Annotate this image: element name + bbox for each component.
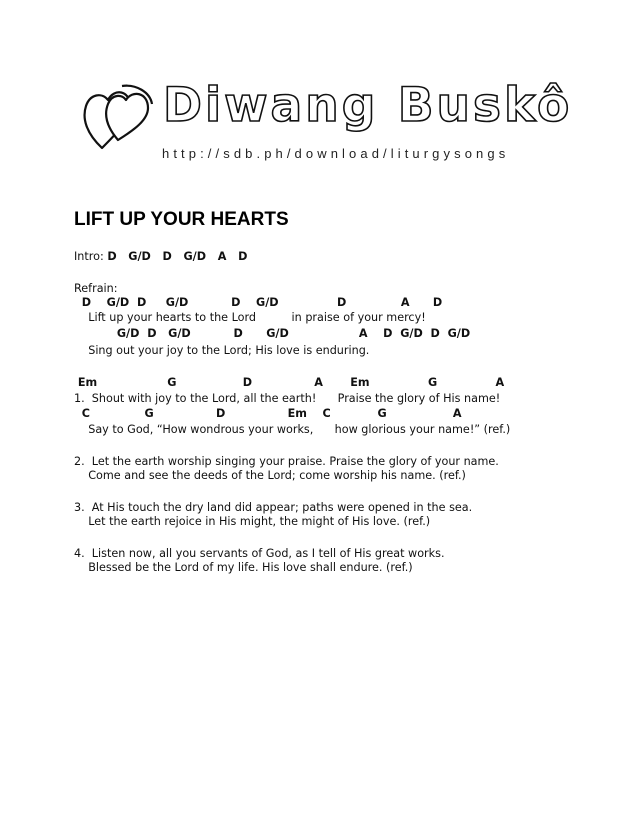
refrain-lyric-line: Lift up your hearts to the Lord in praise of your mercy! bbox=[74, 311, 426, 324]
source-url: http://sdb.ph/download/liturgysongs bbox=[162, 146, 510, 161]
intro-label: Intro: bbox=[74, 250, 104, 263]
verse-lyric-line: Come and see the deeds of the Lord; come worship his name. (ref.) bbox=[74, 469, 466, 482]
verse-lyric-line: Blessed be the Lord of my life. His love shall endure. (ref.) bbox=[74, 561, 413, 574]
refrain-lyric-line: Sing out your joy to the Lord; His love is enduring. bbox=[74, 344, 370, 357]
verse-lyric-line: 1. Shout with joy to the Lord, all the earth! Praise the glory of His name! bbox=[74, 392, 501, 405]
verse-lyric-line: 4. Listen now, all you servants of God, as I tell of His great works. bbox=[74, 547, 445, 560]
refrain-chord-line: G/D D G/D D G/D A D G/D D G/D bbox=[74, 327, 471, 340]
double-heart-logo-icon bbox=[78, 78, 160, 152]
intro-chords: D G/D D G/D A D bbox=[107, 250, 248, 263]
refrain-chord-line: D G/D D G/D D G/D D A D bbox=[74, 296, 443, 309]
intro-line bbox=[74, 250, 247, 264]
refrain-label: Refrain: bbox=[74, 282, 118, 295]
verse-lyric-line: 2. Let the earth worship singing your praise. Praise the glory of your name. bbox=[74, 455, 499, 468]
brand-name: Diwang Buskô bbox=[163, 78, 573, 133]
verse-chord-line: C G D Em C G A bbox=[74, 407, 462, 420]
verse-chord-line: Em G D A Em G A bbox=[74, 376, 505, 389]
verse-lyric-line: Say to God, “How wondrous your works, how glorious your name!” (ref.) bbox=[74, 423, 511, 436]
verse-lyric-line: 3. At His touch the dry land did appear; paths were opened in the sea. bbox=[74, 501, 473, 514]
song-title: LIFT UP YOUR HEARTS bbox=[74, 209, 289, 230]
verse-lyric-line: Let the earth rejoice in His might, the might of His love. (ref.) bbox=[74, 515, 431, 528]
